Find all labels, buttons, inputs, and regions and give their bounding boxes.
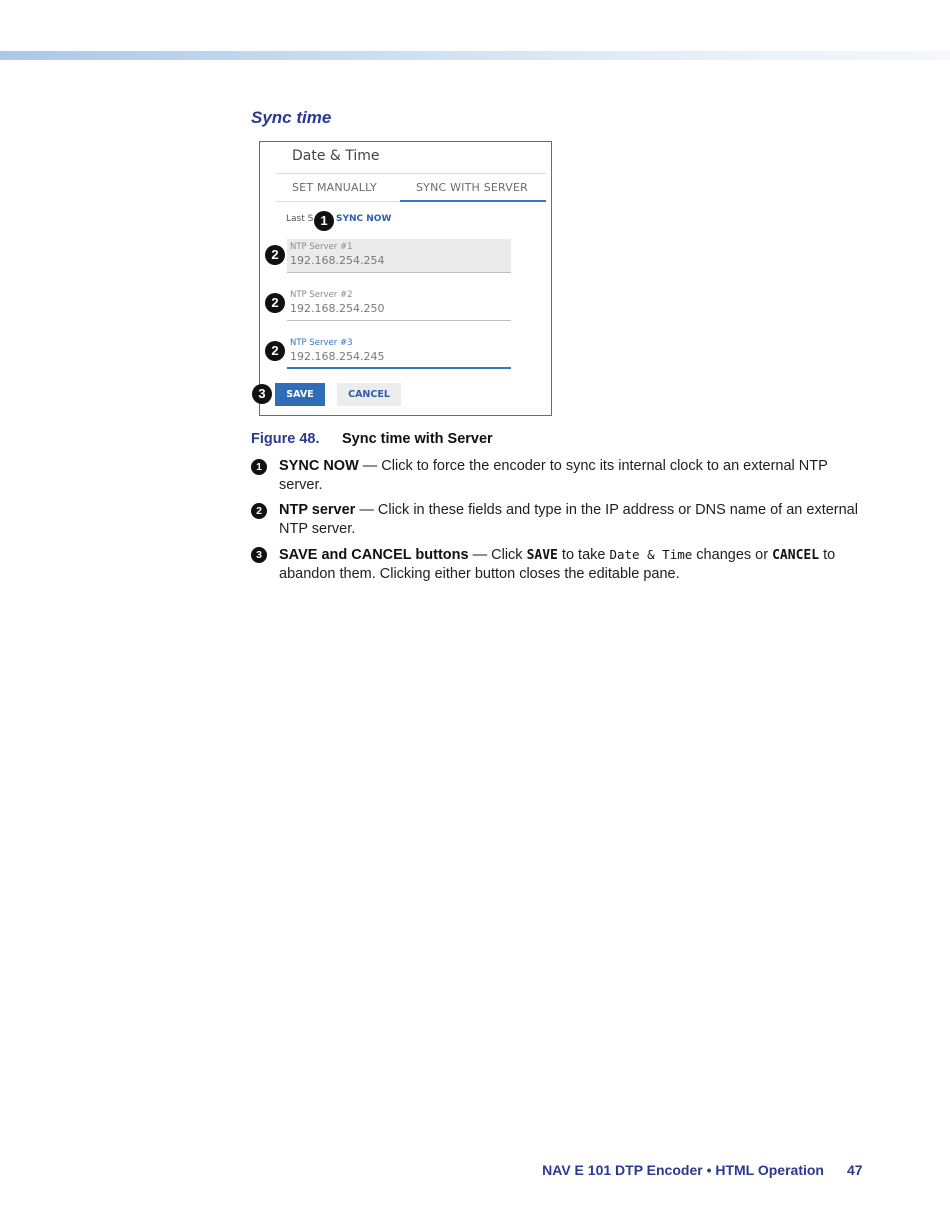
field-value: 192.168.254.254 <box>290 254 385 267</box>
footer-title: NAV E 101 DTP Encoder • HTML Operation <box>542 1162 824 1178</box>
tab-set-manually[interactable]: SET MANUALLY <box>292 181 377 194</box>
sync-now-button[interactable]: SYNC NOW <box>336 214 392 224</box>
callout-2-marker: 2 <box>265 293 285 313</box>
code-save: SAVE <box>526 548 558 563</box>
ntp-server-3-field[interactable] <box>287 335 511 369</box>
section-heading: Sync time <box>251 108 332 127</box>
description-term: SYNC NOW <box>279 458 359 474</box>
description-text: — Click to force the encoder to sync its internal clock to an external NTP server. <box>279 458 828 493</box>
tab-sync-with-server[interactable]: SYNC WITH SERVER <box>416 181 529 194</box>
field-value: 192.168.254.245 <box>290 350 385 363</box>
description-text: changes or <box>692 547 773 563</box>
callout-2-marker: 2 <box>265 245 285 265</box>
description-ntp-server <box>279 501 869 539</box>
callout-2-marker: 2 <box>265 341 285 361</box>
figure-number: Figure 48. <box>251 431 320 447</box>
description-text: to take <box>557 547 610 563</box>
active-tab-indicator <box>400 200 546 202</box>
page-number: 47 <box>847 1162 863 1178</box>
description-text: to abandon them. Clicking either button closes the editable pane. <box>279 547 836 582</box>
description-term: SAVE and CANCEL buttons <box>279 547 469 563</box>
callout-1-marker: 1 <box>314 211 334 231</box>
description-sync-now <box>279 457 869 495</box>
save-button[interactable]: SAVE <box>275 383 325 406</box>
ntp-server-1-field[interactable] <box>287 239 511 273</box>
cancel-button[interactable]: CANCEL <box>337 383 401 406</box>
date-time-panel-screenshot <box>259 141 552 416</box>
description-term: NTP server <box>279 502 356 518</box>
figure-caption <box>251 431 493 447</box>
panel-title: Date & Time <box>292 148 380 164</box>
field-label: NTP Server #1 <box>290 242 353 252</box>
description-text: — Click in these fields and type in the IP address or DNS name of an external NTP server. <box>279 502 858 537</box>
bullet-3: 3 <box>251 547 267 563</box>
title-divider <box>276 173 546 174</box>
field-label: NTP Server #2 <box>290 290 353 300</box>
bullet-1: 1 <box>251 459 267 475</box>
field-label: NTP Server #3 <box>290 338 353 348</box>
description-save-cancel <box>279 545 869 584</box>
header-band <box>0 51 950 60</box>
code-cancel: CANCEL <box>772 548 820 563</box>
bullet-2: 2 <box>251 503 267 519</box>
figure-title: Sync time with Server <box>342 431 493 447</box>
ntp-server-2-field[interactable] <box>287 287 511 321</box>
field-value: 192.168.254.250 <box>290 302 385 315</box>
callout-3-marker: 3 <box>252 384 272 404</box>
description-text: — Click <box>468 547 527 563</box>
code-date-time: Date & Time <box>609 547 693 562</box>
last-sync-label: Last S <box>286 214 314 224</box>
